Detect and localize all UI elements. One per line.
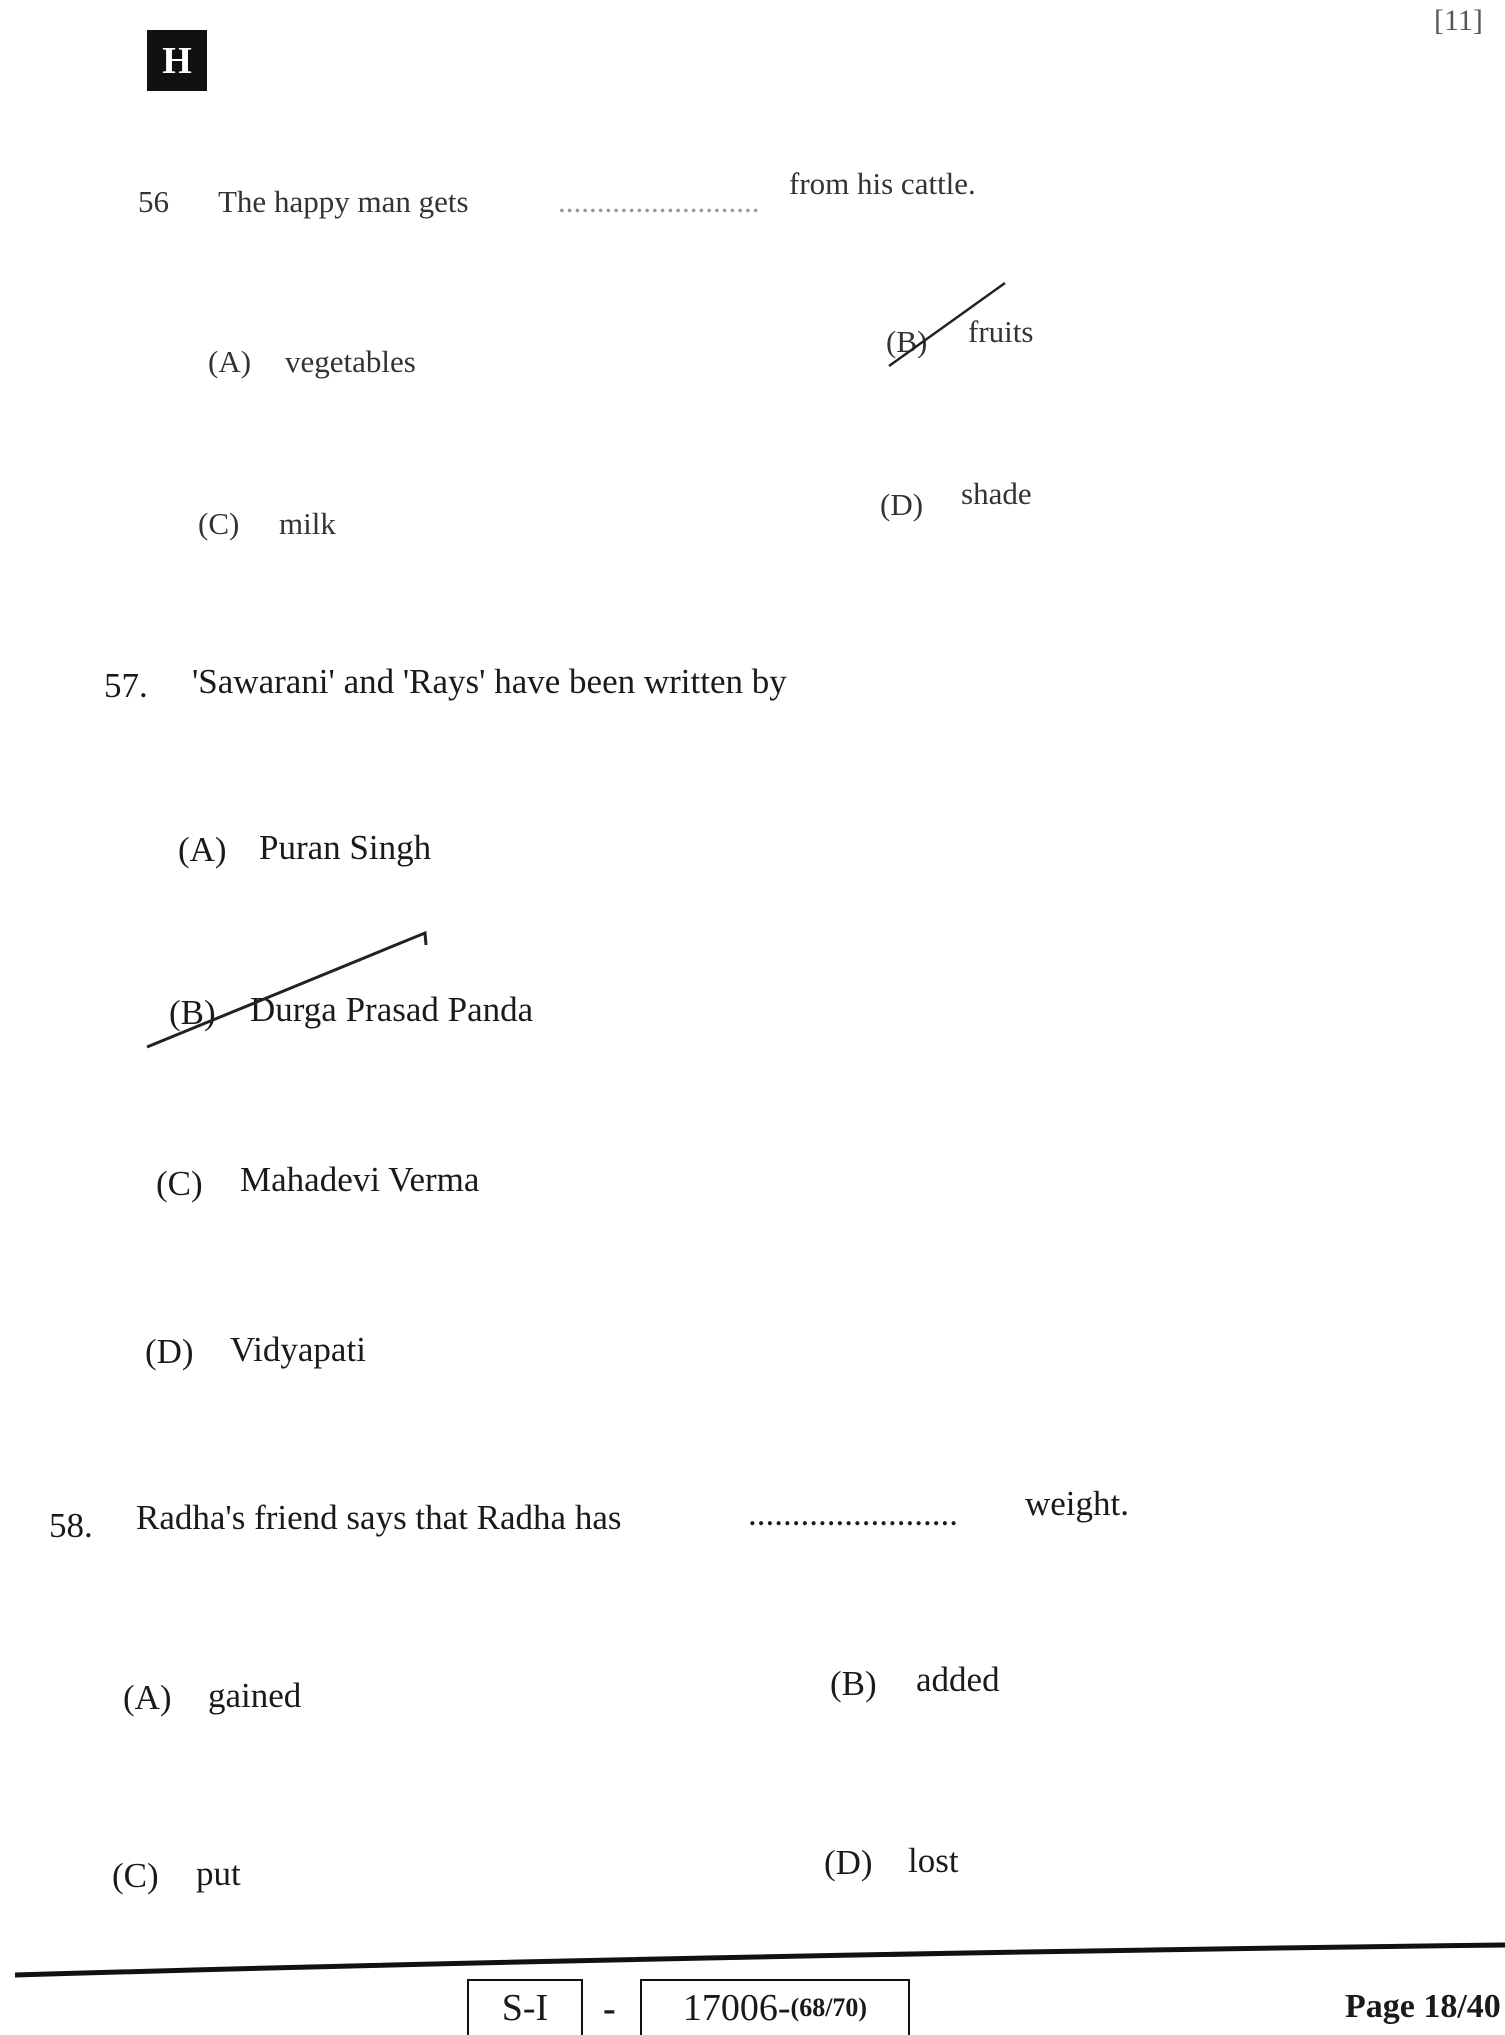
page-number: Page 18/40 <box>1345 1988 1501 2025</box>
q56-option-b-text: fruits <box>968 314 1034 349</box>
paper-code-small: (68/70) <box>790 1993 868 2022</box>
corner-mark: [11] <box>1434 4 1483 37</box>
question-57-text: 'Sawarani' and 'Rays' have been written by <box>192 662 787 701</box>
question-58-blank: ........................ <box>748 1494 958 1533</box>
q57-option-c-text: Mahadevi Verma <box>240 1160 480 1199</box>
q56-option-c-label[interactable]: (C) <box>198 506 240 541</box>
series-code: S-I <box>501 1987 549 2029</box>
q57-option-a-label[interactable]: (A) <box>178 830 227 869</box>
series-box <box>467 1979 583 2035</box>
q57-option-b-label[interactable]: (B) <box>169 993 216 1032</box>
answer-tick-q56 <box>889 283 1005 366</box>
footer-rule <box>15 1945 1505 1975</box>
question-56-blank: .......................... <box>558 184 760 219</box>
q56-option-c-text: milk <box>279 506 336 541</box>
q57-option-d-label[interactable]: (D) <box>145 1332 194 1371</box>
set-code-badge: H <box>147 30 207 91</box>
q57-option-d-text: Vidyapati <box>230 1330 366 1369</box>
q58-option-a-text: gained <box>208 1676 302 1715</box>
question-56-text-after: from his cattle. <box>789 166 976 201</box>
q58-option-b-text: added <box>916 1660 1000 1699</box>
q58-option-a-label[interactable]: (A) <box>123 1678 172 1717</box>
paper-code-box <box>640 1979 910 2035</box>
question-56-text: The happy man gets <box>218 184 469 219</box>
q56-option-a-text: vegetables <box>285 344 416 379</box>
q57-option-c-label[interactable]: (C) <box>156 1164 203 1203</box>
q56-option-a-label[interactable]: (A) <box>208 344 252 379</box>
footer-dash: - <box>603 1988 616 2030</box>
q56-option-d-text: shade <box>961 476 1032 511</box>
q58-option-d-text: lost <box>908 1841 959 1880</box>
question-58-text: Radha's friend says that Radha has <box>136 1498 622 1537</box>
q56-option-b-label[interactable]: (B) <box>886 324 928 359</box>
q57-option-a-text: Puran Singh <box>259 828 432 867</box>
q58-option-d-label[interactable]: (D) <box>824 1843 873 1882</box>
question-56-number: 56 <box>138 184 169 219</box>
q58-option-c-label[interactable]: (C) <box>112 1856 159 1895</box>
q56-option-d-label[interactable]: (D) <box>880 487 924 522</box>
question-57-number: 57. <box>104 666 148 705</box>
q57-option-b-text: Durga Prasad Panda <box>250 990 534 1029</box>
question-58-number: 58. <box>49 1506 93 1545</box>
q58-option-b-label[interactable]: (B) <box>830 1664 877 1703</box>
q58-option-c-text: put <box>196 1854 241 1893</box>
paper-code: 17006- <box>682 1987 791 2029</box>
question-58-text-after: weight. <box>1025 1484 1130 1523</box>
answer-tick-q57 <box>147 933 426 1047</box>
